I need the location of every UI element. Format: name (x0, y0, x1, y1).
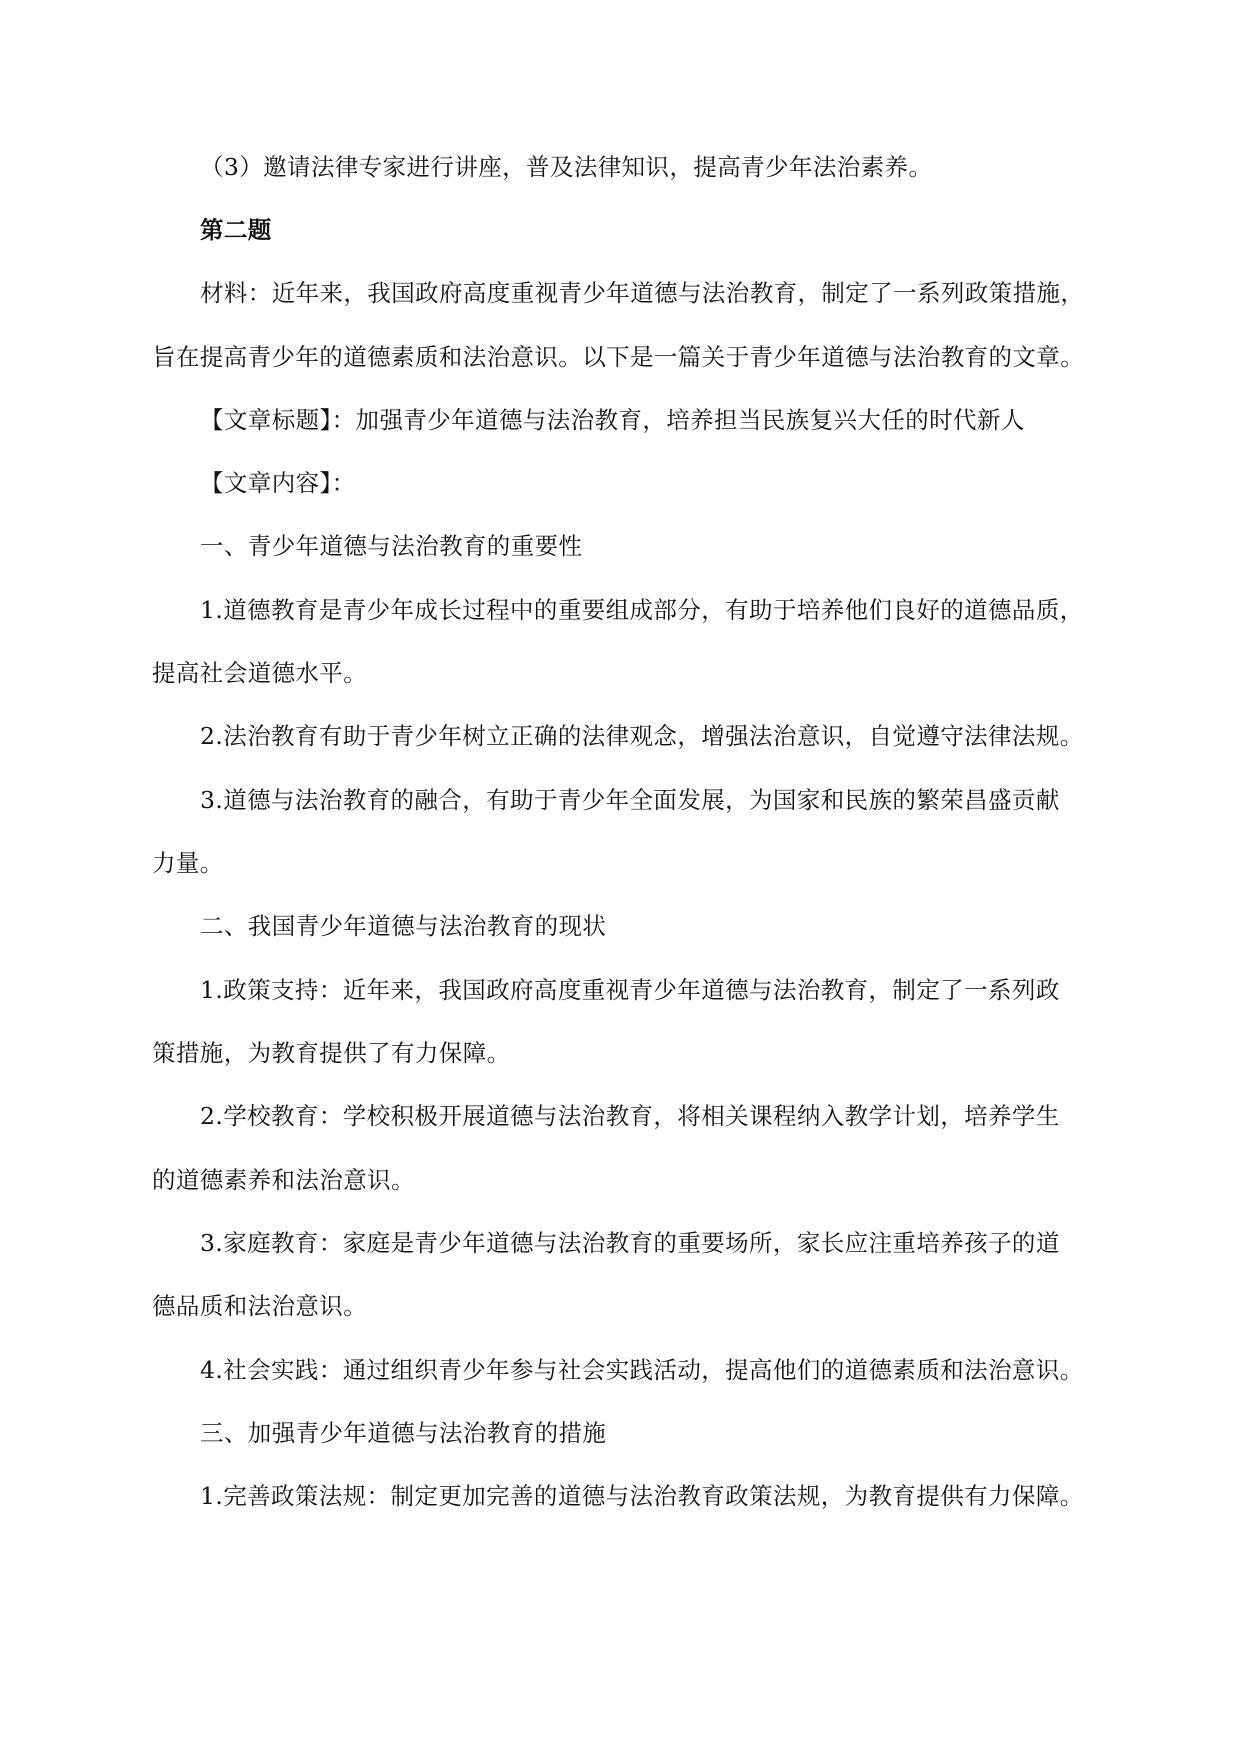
subsection-heading: 三、加强青少年道德与法治教育的措施 (200, 1419, 607, 1447)
article-content-label: 【文章内容】： (200, 469, 356, 497)
paragraph-line: 3.家庭教育：家庭是青少年道德与法治教育的重要场所，家长应注重培养孩子的道 (200, 1229, 1060, 1257)
paragraph-line: 1.完善政策法规：制定更加完善的道德与法治教育政策法规，为教育提供有力保障。 (200, 1482, 1084, 1510)
paragraph-line: （3）邀请法律专家进行讲座，普及法律知识，提高青少年法治素养。 (200, 153, 933, 181)
section-heading: 第二题 (200, 216, 272, 244)
subsection-heading: 二、我国青少年道德与法治教育的现状 (200, 912, 607, 940)
paragraph-line: 2.学校教育：学校积极开展道德与法治教育，将相关课程纳入教学计划，培养学生 (200, 1102, 1060, 1130)
paragraph-line: 的道德素养和法治意识。 (152, 1166, 415, 1194)
paragraph-line: 4.社会实践：通过组织青少年参与社会实践活动，提高他们的道德素质和法治意识。 (200, 1356, 1084, 1384)
paragraph-line: 1.道德教育是青少年成长过程中的重要组成部分，有助于培养他们良好的道德品质， (200, 596, 1084, 624)
paragraph-line: 力量。 (152, 849, 224, 877)
subsection-heading: 一、青少年道德与法治教育的重要性 (200, 532, 583, 560)
paragraph-line: 旨在提高青少年的道德素质和法治意识。以下是一篇关于青少年道德与法治教育的文章。 (152, 343, 1085, 371)
article-title-line: 【文章标题】：加强青少年道德与法治教育，培养担当民族复兴大任的时代新人 (200, 406, 1025, 434)
paragraph-line: 德品质和法治意识。 (152, 1292, 368, 1320)
paragraph-line: 策措施，为教育提供了有力保障。 (152, 1039, 511, 1067)
paragraph-line: 2.法治教育有助于青少年树立正确的法律观念，增强法治意识，自觉遵守法律法规。 (200, 722, 1084, 750)
paragraph-line: 材料：近年来，我国政府高度重视青少年道德与法治教育，制定了一系列政策措施， (200, 279, 1085, 307)
paragraph-line: 提高社会道德水平。 (152, 659, 368, 687)
paragraph-line: 3.道德与法治教育的融合，有助于青少年全面发展，为国家和民族的繁荣昌盛贡献 (200, 786, 1060, 814)
paragraph-line: 1.政策支持：近年来，我国政府高度重视青少年道德与法治教育，制定了一系列政 (200, 976, 1060, 1004)
